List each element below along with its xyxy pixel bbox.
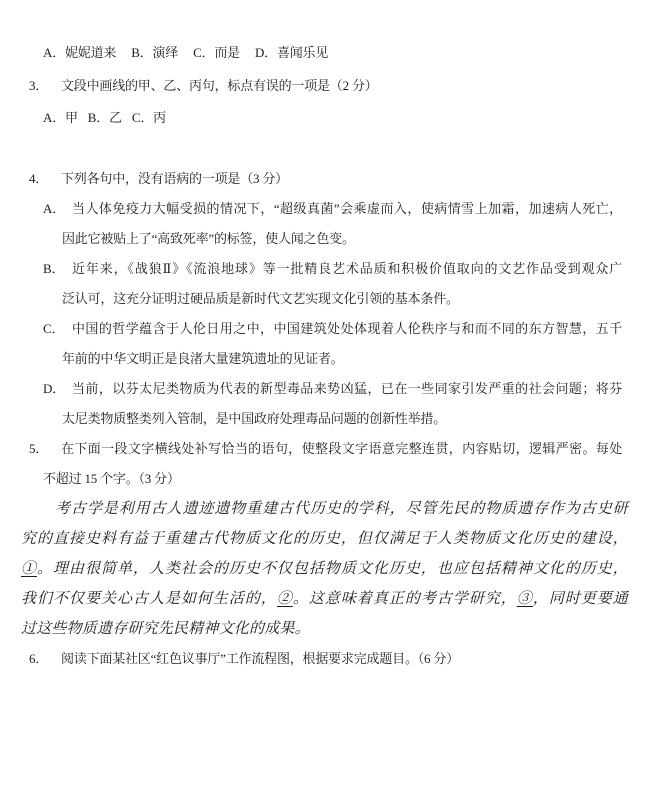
passage-text: 究的直接史料有益于重建古代物质文化的历史，但仅满足于人类物质文化历史的建设， bbox=[21, 531, 628, 547]
option-b-label: B． bbox=[43, 261, 65, 276]
passage-text: 。这意味着真正的考古学研究， bbox=[292, 591, 517, 607]
question-5-number: 5． bbox=[29, 441, 49, 456]
option-d-text-line1: 当前，以芬太尼类物质为代表的新型毒品来势凶猛，已在一些同家引发严重的社会问题；将芬 bbox=[72, 381, 622, 396]
option-d-text-line2: 太尼类物质整类列入管制，是中国政府处理毒品问题的创新性举措。 bbox=[62, 411, 447, 426]
question-4-option-a-line1 bbox=[0, 194, 650, 224]
passage-text: 。理由很简单，人类社会的历史不仅包括物质文化历史，也应包括精神文化的历史， bbox=[37, 561, 629, 577]
question-4-option-c-line2 bbox=[0, 344, 650, 374]
question-4-option-d-line1 bbox=[0, 374, 650, 404]
passage-line-4 bbox=[0, 584, 650, 614]
question-5-stem-text-line2: 不超过 15 个字。（3 分） bbox=[43, 471, 180, 486]
option-d-label: D． bbox=[43, 381, 65, 396]
passage-text: 考古学是利用古人遗迹遗物重建古代历史的学科，尽管先民的物质遗存作为古史研 bbox=[55, 501, 628, 517]
question-4-option-b-line2 bbox=[0, 284, 650, 314]
option-a-label: A． bbox=[43, 201, 65, 216]
blank-number-3: ③ bbox=[516, 591, 533, 607]
passage-text: ，同时更要通 bbox=[532, 591, 628, 607]
option-b-text-line1: 近年来，《战狼Ⅱ》《流浪地球》等一批精良艺术品质和积极价值取向的文艺作品受到观众广 bbox=[72, 261, 622, 276]
question-3-stem bbox=[0, 71, 650, 101]
question-4-stem bbox=[0, 164, 650, 194]
question-4-option-c-line1 bbox=[0, 314, 650, 344]
question-4-number: 4． bbox=[29, 171, 49, 186]
question-3-number: 3． bbox=[29, 78, 49, 93]
blank-number-2: ② bbox=[276, 591, 293, 607]
question-4-option-d-line2 bbox=[0, 404, 650, 434]
exam-page bbox=[0, 38, 650, 794]
prev-option-a: A．妮妮道来 bbox=[43, 45, 117, 60]
question-5-stem-text-line1: 在下面一段文字横线处补写恰当的语句，使整段文字语意完整连贯，内容贴切，逻辑严密。每处 bbox=[61, 441, 622, 456]
question-3-stem-text: 文段中画线的甲、乙、丙句，标点有误的一项是（2 分） bbox=[61, 78, 378, 93]
question-3-options-row bbox=[0, 103, 650, 133]
question-3-option-b: B．乙 bbox=[87, 110, 122, 125]
question-5-stem-line2 bbox=[0, 464, 650, 494]
question-6-stem bbox=[0, 644, 650, 674]
option-a-text-line2: 因此它被贴上了“高致死率”的标签，使人闻之色变。 bbox=[62, 231, 355, 246]
question-6-number: 6． bbox=[29, 651, 49, 666]
blank-number-1: ① bbox=[21, 561, 37, 577]
question-4-option-a-line2 bbox=[0, 224, 650, 254]
passage-line-2 bbox=[0, 524, 650, 554]
option-c-text-line2: 年前的中华文明正是良渚大量建筑遗址的见证者。 bbox=[62, 351, 344, 366]
prev-question-options-row bbox=[0, 38, 650, 68]
passage-text: 我们不仅要关心古人是如何生活的， bbox=[21, 591, 277, 607]
option-c-label: C． bbox=[43, 321, 65, 336]
passage-line-1 bbox=[0, 494, 650, 524]
question-4-stem-text: 下列各句中，没有语病的一项是（3 分） bbox=[61, 171, 288, 186]
option-b-text-line2: 泛认可，这充分证明过硬品质是新时代文艺实现文化引领的基本条件。 bbox=[62, 291, 459, 306]
option-c-text-line1: 中国的哲学蕴含于人伦日用之中，中国建筑处处体现着人伦秩序与和而不同的东方智慧，五千 bbox=[72, 321, 622, 336]
passage-text: 过这些物质遗存研究先民精神文化的成果。 bbox=[21, 621, 310, 637]
question-3-option-c: C．丙 bbox=[131, 110, 166, 125]
passage-line-5 bbox=[0, 614, 650, 644]
prev-option-b: B．演绎 bbox=[131, 45, 179, 60]
prev-option-c: C．而是 bbox=[193, 45, 240, 60]
option-a-text-line1: 当人体免疫力大幅受损的情况下，“超级真菌”会乘虚而入，使病情雪上加霜，加速病人死亡， bbox=[72, 201, 622, 216]
question-6-stem-text: 阅读下面某社区“红色议事厅”工作流程图，根据要求完成题目。（6 分） bbox=[61, 651, 459, 666]
question-5-stem-line1 bbox=[0, 434, 650, 464]
passage-line-3 bbox=[0, 554, 650, 584]
question-3-option-a: A．甲 bbox=[43, 110, 78, 125]
question-4-option-b-line1 bbox=[0, 254, 650, 284]
prev-option-d: D．喜闻乐见 bbox=[254, 45, 329, 60]
